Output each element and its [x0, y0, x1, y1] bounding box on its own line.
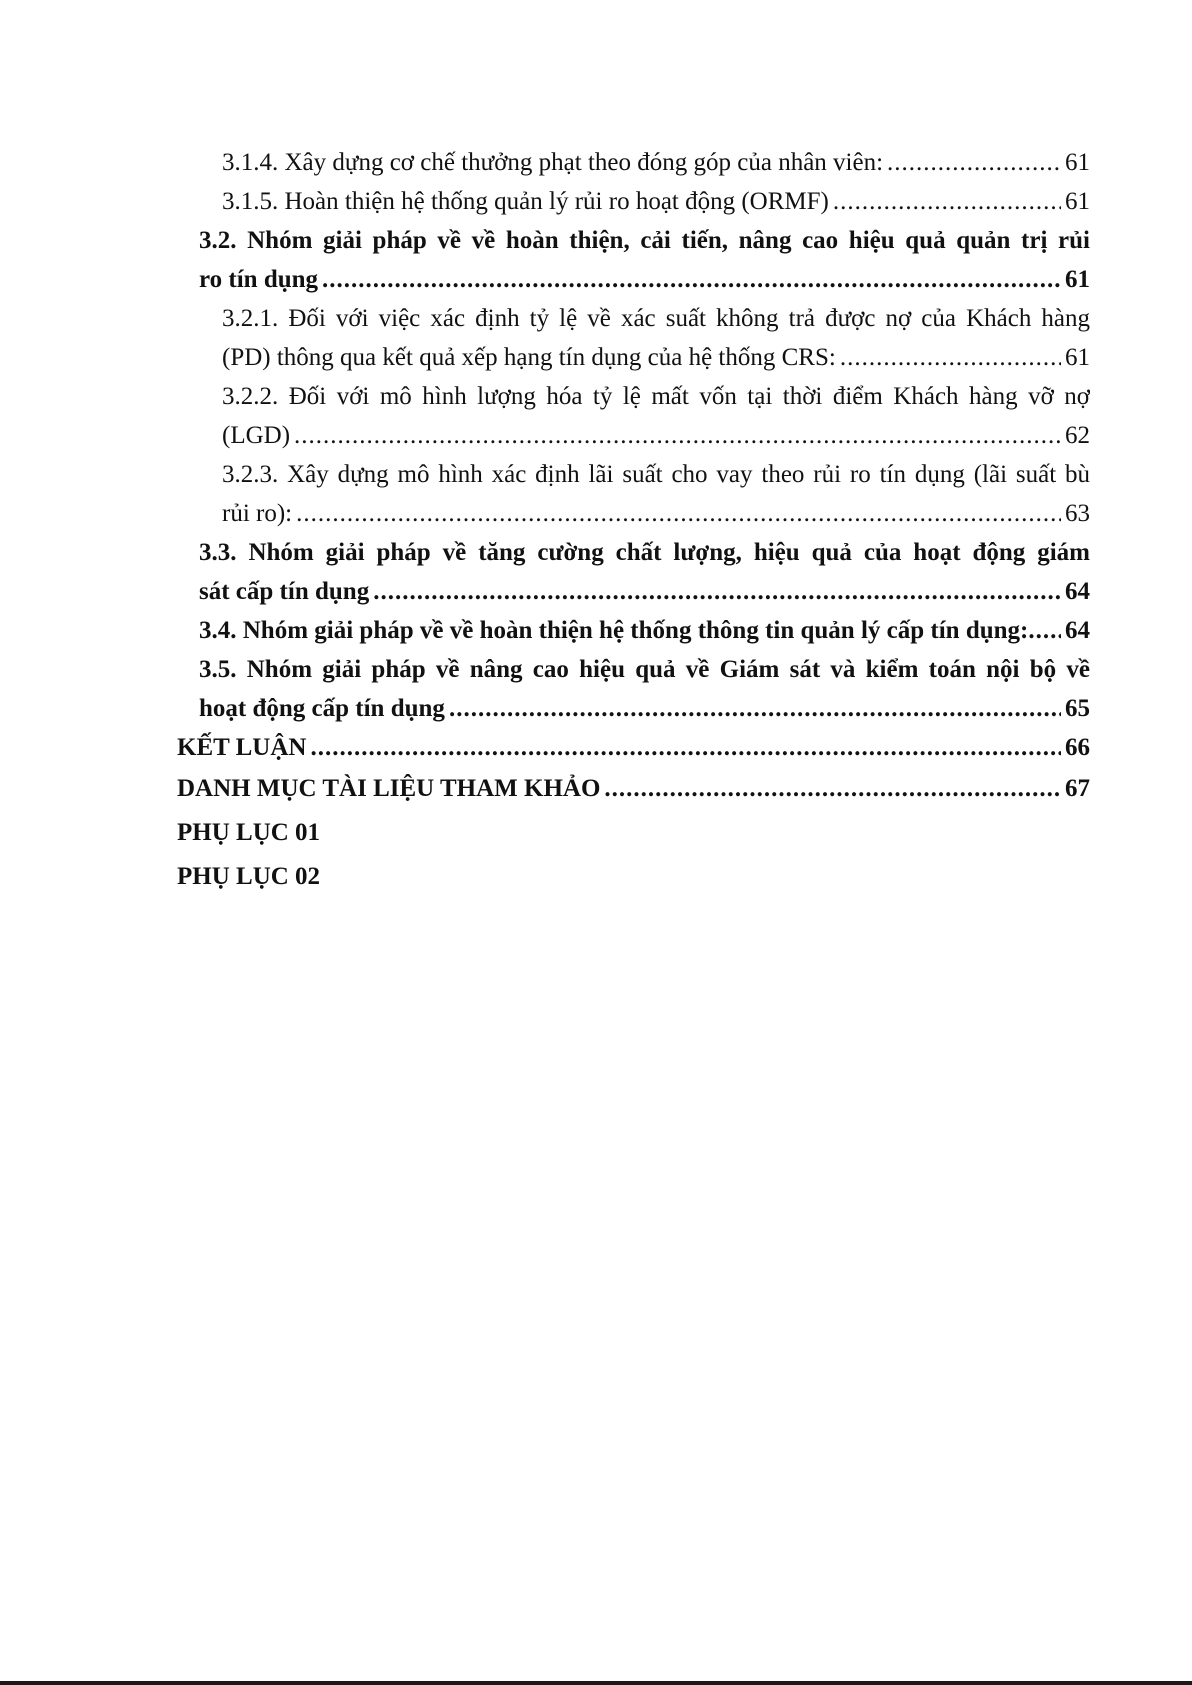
- dot-leader: [604, 767, 1061, 811]
- toc-page-number: 61: [1065, 149, 1090, 176]
- toc-entry-3-1-4[interactable]: [222, 143, 1090, 182]
- toc-page-number: 64: [1065, 617, 1090, 644]
- toc-entry-title: DANH MỤC TÀI LIỆU THAM KHẢO: [177, 775, 601, 802]
- toc-page-number: 65: [1065, 695, 1090, 722]
- toc-page-number: 66: [1065, 734, 1090, 761]
- toc-entry-appendix-01[interactable]: [177, 811, 1090, 855]
- toc-entry-title-line: 3.2.3. Xây dựng mô hình xác định lãi suất cho vay theo rủi ro tín dụng (lãi suất bù: [222, 461, 1090, 488]
- dot-leader: [296, 494, 1061, 533]
- dot-leader: [840, 338, 1061, 377]
- dot-leader: [322, 260, 1061, 299]
- toc-entry-title: PHỤ LỤC 01: [177, 819, 321, 846]
- toc-entry-title: (LGD): [222, 422, 291, 449]
- toc-entry-title: KẾT LUẬN: [177, 734, 307, 761]
- toc-entry-title-line: 3.2.1. Đối với việc xác định tỷ lệ về xác suất không trả được nợ của Khách hàng: [222, 305, 1090, 332]
- toc-entry-3-2[interactable]: [199, 221, 1090, 299]
- dot-leader: [1028, 611, 1061, 650]
- table-of-contents: [0, 143, 1192, 899]
- toc-entry-appendix-02[interactable]: [177, 855, 1090, 899]
- toc-entry-3-2-2[interactable]: [222, 377, 1090, 455]
- toc-entry-references[interactable]: [177, 767, 1090, 811]
- toc-entry-title: ro tín dụng: [199, 266, 319, 293]
- toc-entry-title-line: 3.3. Nhóm giải pháp về tăng cường chất lượng, hiệu quả của hoạt động giám: [199, 539, 1090, 566]
- dot-leader: [887, 143, 1061, 182]
- toc-entry-3-5[interactable]: [199, 650, 1090, 728]
- toc-entry-3-1-5[interactable]: [222, 182, 1090, 221]
- toc-entry-title: 3.4. Nhóm giải pháp về về hoàn thiện hệ thống thông tin quản lý cấp tín dụng:: [199, 617, 1029, 644]
- page-bottom-edge: [0, 1681, 1192, 1685]
- dot-leader: [833, 182, 1061, 221]
- toc-entry-title: rủi ro):: [222, 500, 293, 527]
- toc-entry-ket-luan[interactable]: [177, 728, 1090, 767]
- toc-page-number: 64: [1065, 578, 1090, 605]
- toc-page-number: 62: [1065, 422, 1090, 449]
- toc-entry-title: PHỤ LỤC 02: [177, 863, 321, 890]
- toc-entry-title-line: 3.5. Nhóm giải pháp về nâng cao hiệu quả về Giám sát và kiểm toán nội bộ về: [199, 656, 1090, 683]
- toc-page-number: 61: [1065, 188, 1090, 215]
- toc-page-number: 61: [1065, 344, 1090, 371]
- toc-page-number: 61: [1065, 266, 1090, 293]
- toc-page-number: 63: [1065, 500, 1090, 527]
- toc-entry-3-2-1[interactable]: [222, 299, 1090, 377]
- dot-leader: [449, 689, 1061, 728]
- dot-leader: [294, 416, 1061, 455]
- toc-entry-title-line: 3.2. Nhóm giải pháp về về hoàn thiện, cải tiến, nâng cao hiệu quả quản trị rủi: [199, 227, 1090, 254]
- dot-leader: [310, 728, 1061, 767]
- toc-entry-title: (PD) thông qua kết quả xếp hạng tín dụng của hệ thống CRS:: [222, 344, 836, 371]
- toc-entry-title: sát cấp tín dụng: [199, 578, 370, 605]
- toc-entry-title: hoạt động cấp tín dụng: [199, 695, 445, 722]
- toc-entry-3-3[interactable]: [199, 533, 1090, 611]
- dot-leader: [373, 572, 1061, 611]
- toc-entry-3-2-3[interactable]: [222, 455, 1090, 533]
- toc-page-number: 67: [1065, 775, 1090, 802]
- toc-entry-title-line: 3.2.2. Đối với mô hình lượng hóa tỷ lệ mất vốn tại thời điểm Khách hàng vỡ nợ: [222, 383, 1090, 410]
- toc-entry-title: 3.1.4. Xây dựng cơ chế thưởng phạt theo đóng góp của nhân viên:: [222, 149, 884, 176]
- toc-entry-3-4[interactable]: [199, 611, 1090, 650]
- toc-entry-title: 3.1.5. Hoàn thiện hệ thống quản lý rủi ro hoạt động (ORMF): [222, 188, 829, 215]
